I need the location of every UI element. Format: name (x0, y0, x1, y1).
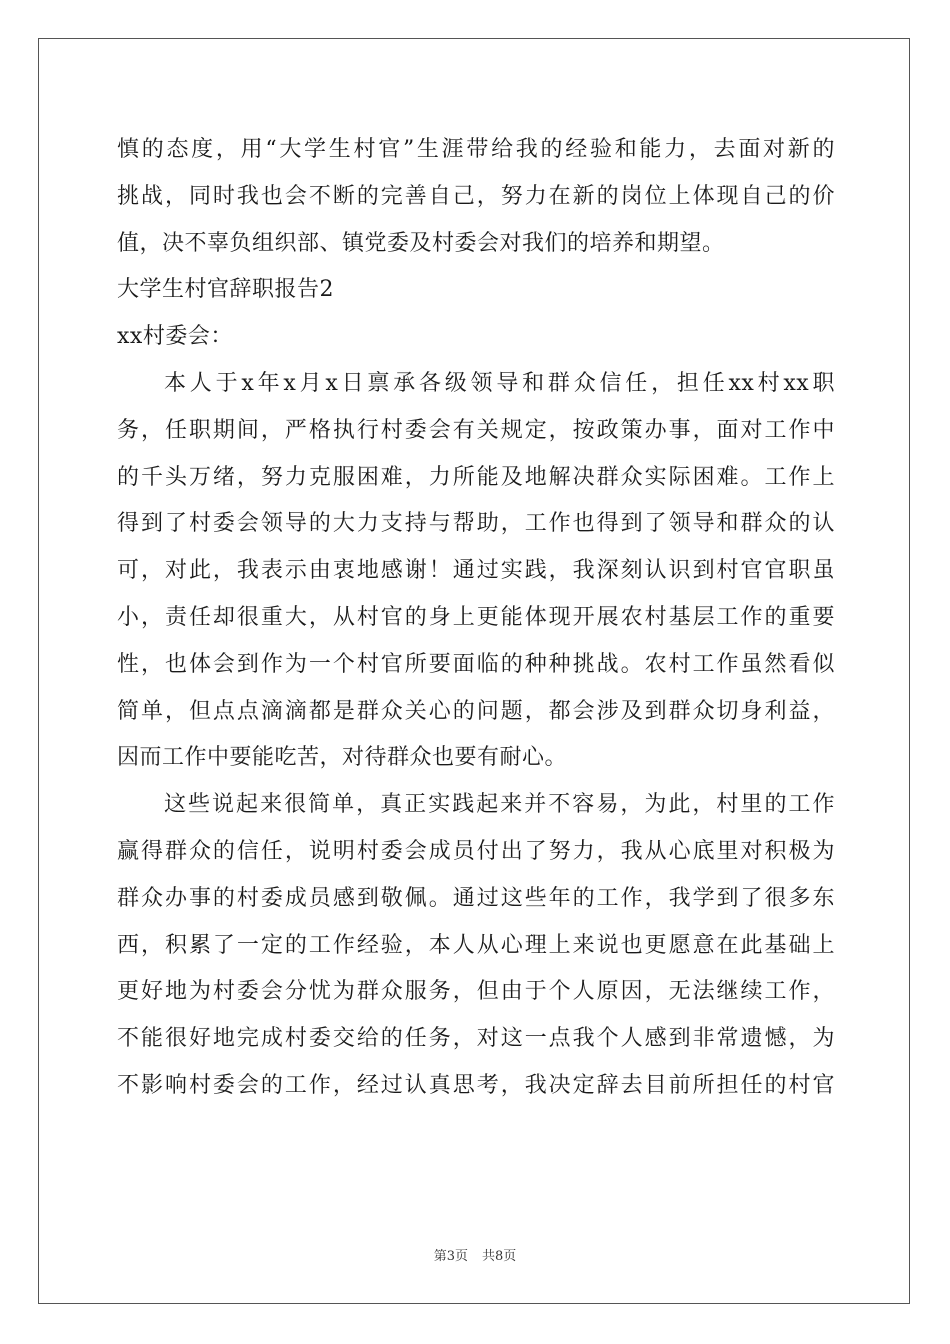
page-total: 共8页 (482, 1249, 517, 1264)
text-line: 可，对此，我表示由衷地感谢！通过实践，我深刻认识到村官官职虽 (117, 558, 835, 584)
text-line: 值，决不辜负组织部、镇党委及村委会对我们的培养和期望。 (117, 230, 725, 256)
text-line: 性，也体会到作为一个村官所要面临的种种挑战。农村工作虽然看似 (117, 651, 835, 677)
text-line: 本人于x年x月x日禀承各级领导和群众信任，担任xx村xx职 (164, 370, 835, 396)
text-line: 这些说起来很简单，真正实践起来并不容易，为此，村里的工作 (164, 792, 835, 818)
text-line: 因而工作中要能吃苦，对待群众也要有耐心。 (117, 745, 568, 771)
text-line: 简单，但点点滴滴都是群众关心的问题，都会涉及到群众切身利益， (117, 698, 835, 724)
text-line: 小，责任却很重大，从村官的身上更能体现开展农村基层工作的重要 (117, 604, 835, 630)
text-line: 群众办事的村委成员感到敬佩。通过这些年的工作，我学到了很多东 (117, 885, 835, 911)
text-line: 的千头万绪，努力克服困难，力所能及地解决群众实际困难。工作上 (117, 464, 835, 490)
section-heading: 大学生村官辞职报告2 (117, 277, 334, 303)
salutation: xx村委会： (117, 324, 233, 350)
text-line: 不能很好地完成村委交给的任务，对这一点我个人感到非常遗憾，为 (117, 1026, 835, 1052)
text-line: 务，任职期间，严格执行村委会有关规定，按政策办事，面对工作中 (117, 417, 835, 443)
text-line: 西，积累了一定的工作经验，本人从心理上来说也更愿意在此基础上 (117, 932, 835, 958)
text-line: 不影响村委会的工作，经过认真思考，我决定辞去目前所担任的村官 (117, 1072, 835, 1098)
text-line: 慎的态度，用“大学生村官”生涯带给我的经验和能力，去面对新的 (117, 137, 835, 162)
page-footer (0, 1245, 950, 1264)
text-line: 赢得群众的信任，说明村委会成员付出了努力，我从心底里对积极为 (117, 838, 835, 864)
document-body (117, 127, 835, 1110)
text-line: 挑战，同时我也会不断的完善自己，努力在新的岗位上体现自己的价 (117, 183, 835, 209)
text-line: 得到了村委会领导的大力支持与帮助，工作也得到了领导和群众的认 (117, 511, 835, 537)
text-line: 更好地为村委会分忧为群众服务，但由于个人原因，无法继续工作， (117, 979, 835, 1005)
page-number: 第3页 (433, 1249, 468, 1264)
